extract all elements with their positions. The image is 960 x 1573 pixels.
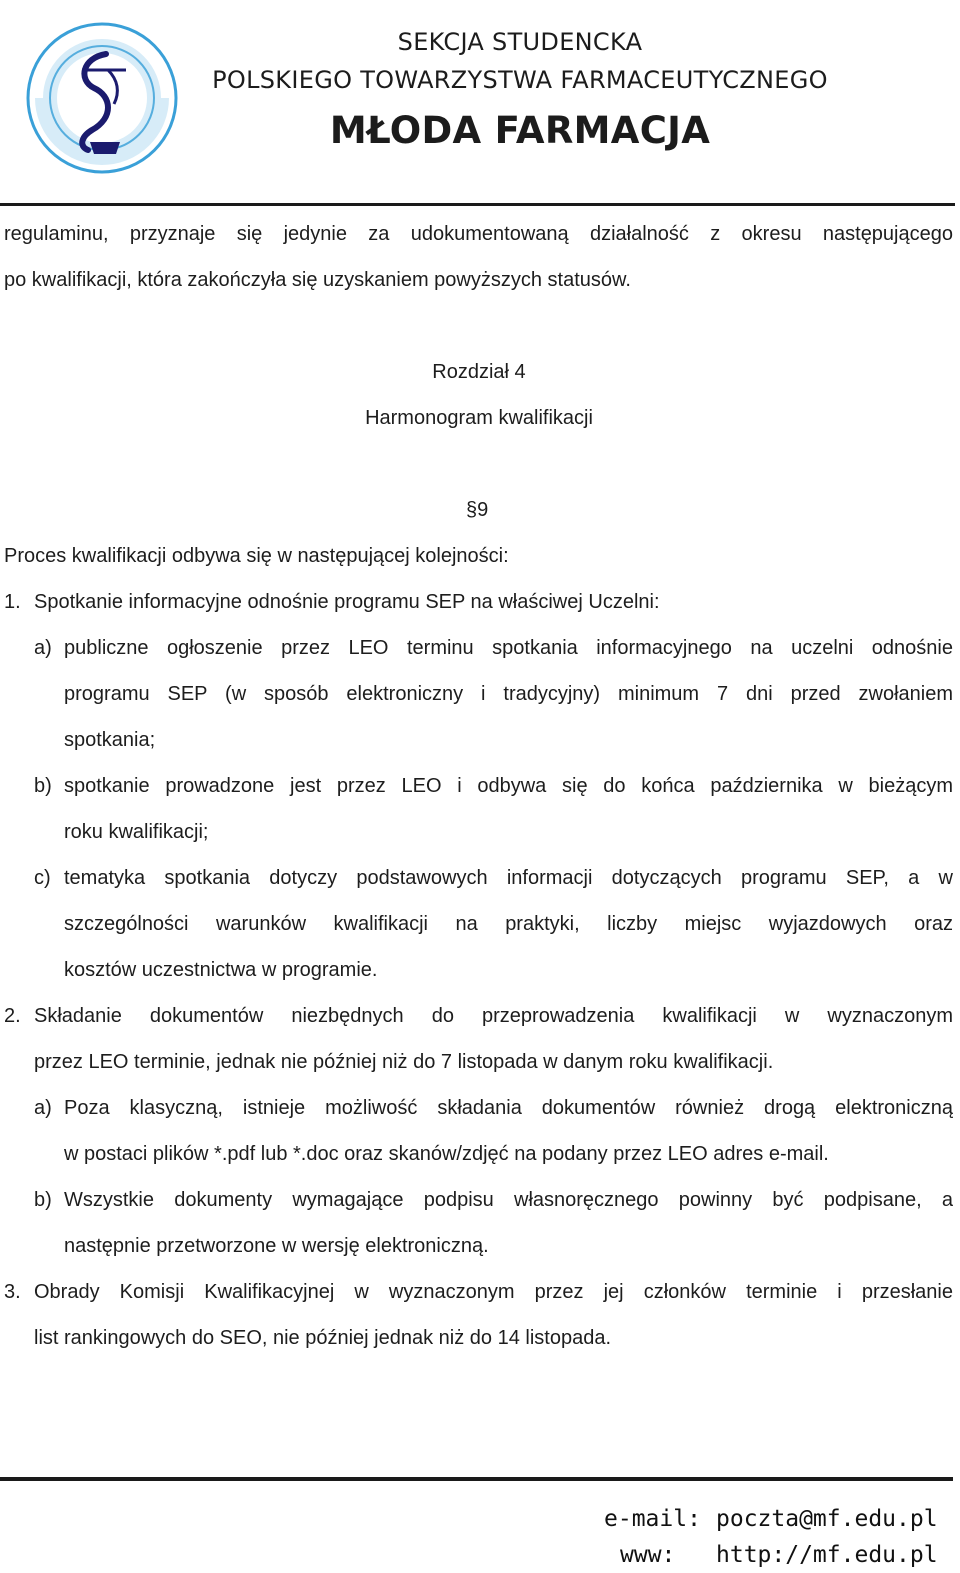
list-item-text: Składanie dokumentów niezbędnych do przeprowadzenia kwalifikacji w wyznaczonym — [34, 1005, 953, 1027]
sublist-text: programu SEP (w sposób elektroniczny i tradycyjny) minimum 7 dni przed zwołaniem — [64, 683, 953, 705]
email-link[interactable]: poczta@mf.edu.pl — [716, 1506, 938, 1532]
sublist-text: Poza klasyczną, istnieje możliwość składania dokumentów również drogą elektroniczną — [64, 1097, 953, 1119]
header-divider — [0, 203, 955, 206]
sublist-marker: c) — [34, 867, 51, 889]
sublist-text: spotkanie prowadzone jest przez LEO i odbywa się do końca października w bieżącym — [64, 775, 953, 797]
sublist-text: w postaci plików *.pdf lub *.doc oraz skanów/zdjęć na podany przez LEO adres e-mail. — [64, 1143, 829, 1165]
email-label: e-mail: — [604, 1506, 701, 1532]
lead-sentence: Proces kwalifikacji odbywa się w następującej kolejności: — [4, 545, 509, 567]
sublist-marker: b) — [34, 775, 52, 797]
sublist-text: publiczne ogłoszenie przez LEO terminu spotkania informacyjnego na uczelni odnośnie — [64, 637, 953, 659]
sublist-text: następnie przetworzone w wersję elektroniczną. — [64, 1235, 489, 1257]
header-organization-name: MŁODA FARMACJA — [329, 109, 711, 152]
sublist-text: spotkania; — [64, 729, 156, 751]
list-item-text: Obrady Komisji Kwalifikacyjnej w wyznaczonym przez jej członków terminie i przesłanie — [34, 1281, 953, 1303]
list-item-text: list rankingowych do SEO, nie później jednak niż do 14 listopada. — [34, 1327, 612, 1349]
header-society-name: POLSKIEGO TOWARZYSTWA FARMACEUTYCZNEGO — [212, 66, 828, 94]
list-item-text: Spotkanie informacyjne odnośnie programu SEP na właściwej Uczelni: — [34, 591, 660, 613]
intro-line-1: regulaminu, przyznaje się jedynie za udokumentowaną działalność z okresu następującego — [4, 223, 953, 245]
sublist-text: roku kwalifikacji; — [64, 821, 209, 843]
list-item-number: 2. — [4, 1005, 21, 1027]
chapter-heading: Rozdział 4 — [432, 361, 526, 383]
sublist-text: kosztów uczestnictwa w programie. — [64, 959, 378, 981]
sublist-marker: b) — [34, 1189, 52, 1211]
sublist-text: szczególności warunków kwalifikacji na praktyki, liczby miejsc wyjazdowych oraz — [64, 913, 953, 935]
footer-divider — [0, 1477, 953, 1481]
list-item-number: 1. — [4, 591, 21, 613]
list-item-number: 3. — [4, 1281, 21, 1303]
sublist-marker: a) — [34, 637, 52, 659]
logo-emblem-icon — [22, 18, 182, 178]
sublist-text: Wszystkie dokumenty wymagające podpisu własnoręcznego powinny być podpisane, a — [64, 1189, 953, 1211]
mloda-farmacja-logo — [22, 18, 182, 178]
sublist-marker: a) — [34, 1097, 52, 1119]
www-label: www: — [620, 1542, 676, 1568]
chapter-title: Harmonogram kwalifikacji — [365, 407, 593, 429]
intro-line-2: po kwalifikacji, która zakończyła się uzyskaniem powyższych statusów. — [4, 269, 631, 291]
header-section-title: SEKCJA STUDENCKA — [397, 28, 643, 56]
sublist-text: tematyka spotkania dotyczy podstawowych informacji dotyczących programu SEP, a w — [64, 867, 953, 889]
list-item-text: przez LEO terminie, jednak nie później niż do 7 listopada w danym roku kwalifikacji. — [34, 1051, 774, 1073]
website-link[interactable]: http://mf.edu.pl — [716, 1542, 938, 1568]
paragraph-number: §9 — [466, 499, 489, 521]
